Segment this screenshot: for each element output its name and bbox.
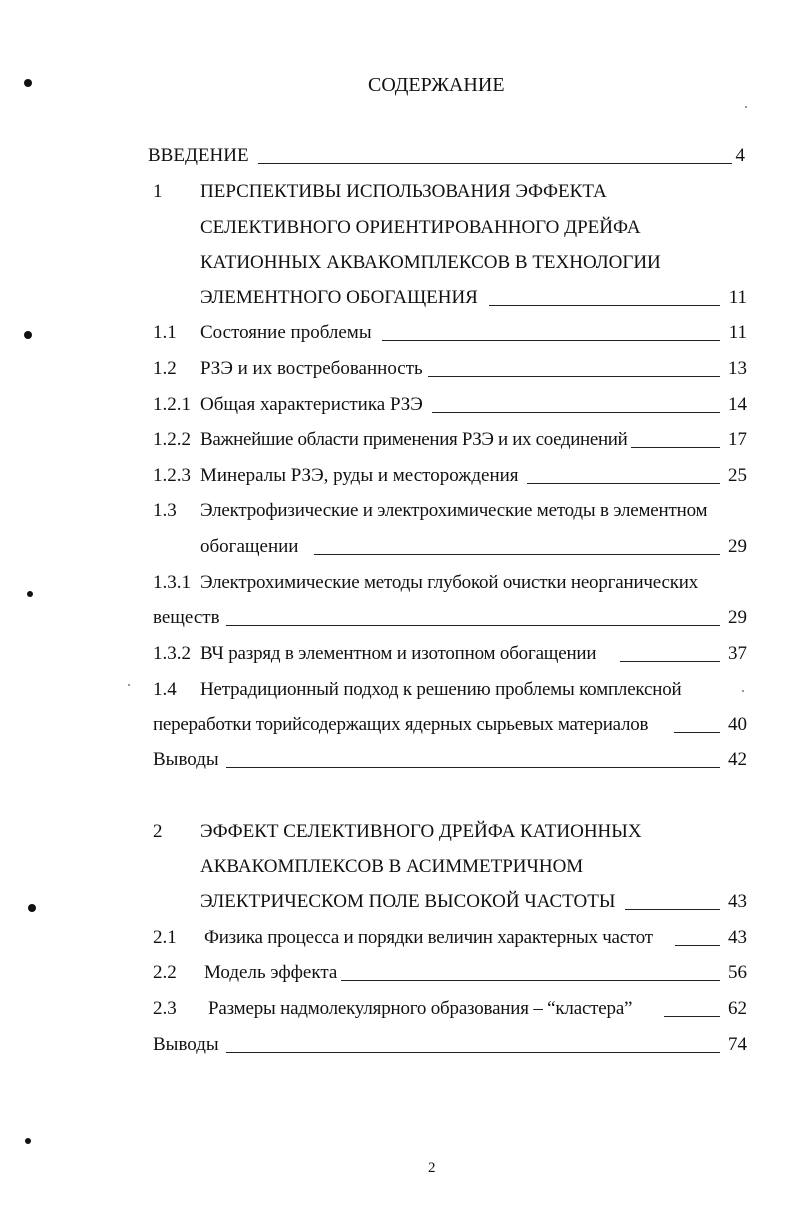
toc-leader <box>314 554 720 555</box>
toc-entry <box>0 354 799 384</box>
toc-page-number: 11 <box>728 322 747 343</box>
toc-leader <box>625 909 720 910</box>
toc-entry-number: 1.3.1 <box>153 572 191 593</box>
toc-entry <box>0 248 799 278</box>
toc-leader <box>226 767 720 768</box>
toc-entry-title: веществ <box>153 607 220 628</box>
toc-entry-title: Важнейшие области применения РЗЭ и их соединений <box>200 429 628 450</box>
toc-entry-title: СЕЛЕКТИВНОГО ОРИЕНТИРОВАННОГО ДРЕЙФА <box>200 217 641 238</box>
toc-entry-number: 1.2.3 <box>153 465 191 486</box>
toc-leader <box>620 661 720 662</box>
toc-leader <box>226 1052 720 1053</box>
toc-entry <box>0 177 799 207</box>
toc-page-number: 29 <box>728 536 747 557</box>
toc-entry <box>0 425 799 455</box>
toc-entry <box>0 461 799 491</box>
toc-leader <box>226 625 720 626</box>
toc-page-number: 37 <box>728 643 747 664</box>
toc-entry-number: 2.2 <box>153 962 177 983</box>
toc-entry-number: 2 <box>153 821 163 842</box>
toc-entry-number: 2.3 <box>153 998 177 1019</box>
toc-entry-number: 1 <box>153 181 163 202</box>
toc-entry-title: Электрофизические и электрохимические методы в элементном <box>200 500 708 521</box>
toc-entry <box>0 1030 799 1060</box>
toc-entry <box>0 958 799 988</box>
toc-page-number: 13 <box>728 358 747 379</box>
toc-leader <box>631 447 720 448</box>
toc-page-number: 43 <box>728 927 747 948</box>
toc-entry <box>0 817 799 847</box>
toc-entry-number: 1.3.2 <box>153 643 191 664</box>
toc-entry-number: 1.2.1 <box>153 394 191 415</box>
toc-entry-number: 1.2.2 <box>153 429 191 450</box>
toc-entry <box>0 710 799 740</box>
toc-page-number: 42 <box>728 749 747 770</box>
toc-entry <box>0 675 799 705</box>
toc-leader <box>674 732 720 733</box>
binder-hole-mark <box>24 79 32 87</box>
toc-entry <box>0 318 799 348</box>
page-number: 2 <box>428 1160 436 1176</box>
toc-entry-title: РЗЭ и их востребованность <box>200 358 423 379</box>
toc-entry-title: АКВАКОМПЛЕКСОВ В АСИММЕТРИЧНОМ <box>200 856 584 877</box>
toc-entry-number: 1.2 <box>153 358 177 379</box>
toc-leader <box>675 945 720 946</box>
toc-entry-title: Модель эффекта <box>204 962 338 983</box>
toc-leader <box>341 980 720 981</box>
toc-entry-title: ПЕРСПЕКТИВЫ ИСПОЛЬЗОВАНИЯ ЭФФЕКТА <box>200 181 607 202</box>
toc-leader <box>489 305 720 306</box>
toc-entry-title: ЭФФЕКТ СЕЛЕКТИВНОГО ДРЕЙФА КАТИОННЫХ <box>200 821 642 842</box>
toc-entry-title: КАТИОННЫХ АКВАКОМПЛЕКСОВ В ТЕХНОЛОГИИ <box>200 252 661 273</box>
toc-entry <box>0 532 799 562</box>
toc-entry <box>0 568 799 598</box>
toc-page-number: 62 <box>728 998 747 1019</box>
toc-entry-title: Выводы <box>153 749 219 770</box>
toc-entry <box>0 390 799 420</box>
toc-entry-title: ЭЛЕКТРИЧЕСКОМ ПОЛЕ ВЫСОКОЙ ЧАСТОТЫ <box>200 891 616 912</box>
toc-entry-title: Электрохимические методы глубокой очистки неорганических <box>200 572 699 593</box>
toc-entry <box>0 994 799 1024</box>
toc-entry-title: Общая характеристика РЗЭ <box>200 394 423 415</box>
toc-entry-title: переработки торийсодержащих ядерных сырьевых материалов <box>153 714 649 735</box>
toc-entry <box>0 923 799 953</box>
toc-page-number: 11 <box>728 287 747 308</box>
toc-page-number: 43 <box>728 891 747 912</box>
toc-leader <box>527 483 720 484</box>
toc-leader <box>382 340 720 341</box>
toc-entry <box>0 887 799 917</box>
scan-speck <box>745 106 747 108</box>
toc-page-number: 25 <box>728 465 747 486</box>
toc-entry-title: Минералы РЗЭ, руды и месторождения <box>200 465 519 486</box>
toc-leader <box>428 376 720 377</box>
toc-entry-title: Выводы <box>153 1034 219 1055</box>
toc-entry-title: Нетрадиционный подход к решению проблемы комплексной <box>200 679 682 700</box>
toc-page-number: 56 <box>728 962 747 983</box>
toc-entry <box>0 213 799 243</box>
toc-page-number: 29 <box>728 607 747 628</box>
toc-page-number: 74 <box>728 1034 747 1055</box>
toc-entry <box>0 852 799 882</box>
toc-page-number: 40 <box>728 714 747 735</box>
toc-entry-title: Состояние проблемы <box>200 322 372 343</box>
toc-entry <box>0 603 799 633</box>
toc-page-number: 4 <box>735 145 745 166</box>
toc-leader <box>664 1016 720 1017</box>
toc-entry-title: ВЧ разряд в элементном и изотопном обогащении <box>200 643 597 664</box>
toc-entry <box>0 745 799 775</box>
toc-entry-title: обогащении <box>200 536 299 557</box>
toc-entry-number: 1.3 <box>153 500 177 521</box>
page-title: СОДЕРЖАНИЕ <box>368 74 505 96</box>
toc-entry <box>0 496 799 526</box>
toc-entry <box>0 283 799 313</box>
toc-entry-title: ЭЛЕМЕНТНОГО ОБОГАЩЕНИЯ <box>200 287 478 308</box>
toc-page-number: 14 <box>728 394 747 415</box>
toc-entry-number: 1.4 <box>153 679 177 700</box>
toc-entry-number: 1.1 <box>153 322 177 343</box>
toc-entry-number: 2.1 <box>153 927 177 948</box>
toc-entry-title: Размеры надмолекулярного образования – “кластера” <box>208 998 633 1019</box>
toc-entry-title: Физика процесса и порядки величин характерных частот <box>204 927 653 948</box>
toc-leader <box>258 163 732 164</box>
toc-leader <box>432 412 720 413</box>
toc-entry <box>0 141 799 171</box>
toc-page-number: 17 <box>728 429 747 450</box>
toc-entry <box>0 639 799 669</box>
toc-entry-title: ВВЕДЕНИЕ <box>148 145 249 166</box>
binder-hole-mark <box>25 1138 31 1144</box>
